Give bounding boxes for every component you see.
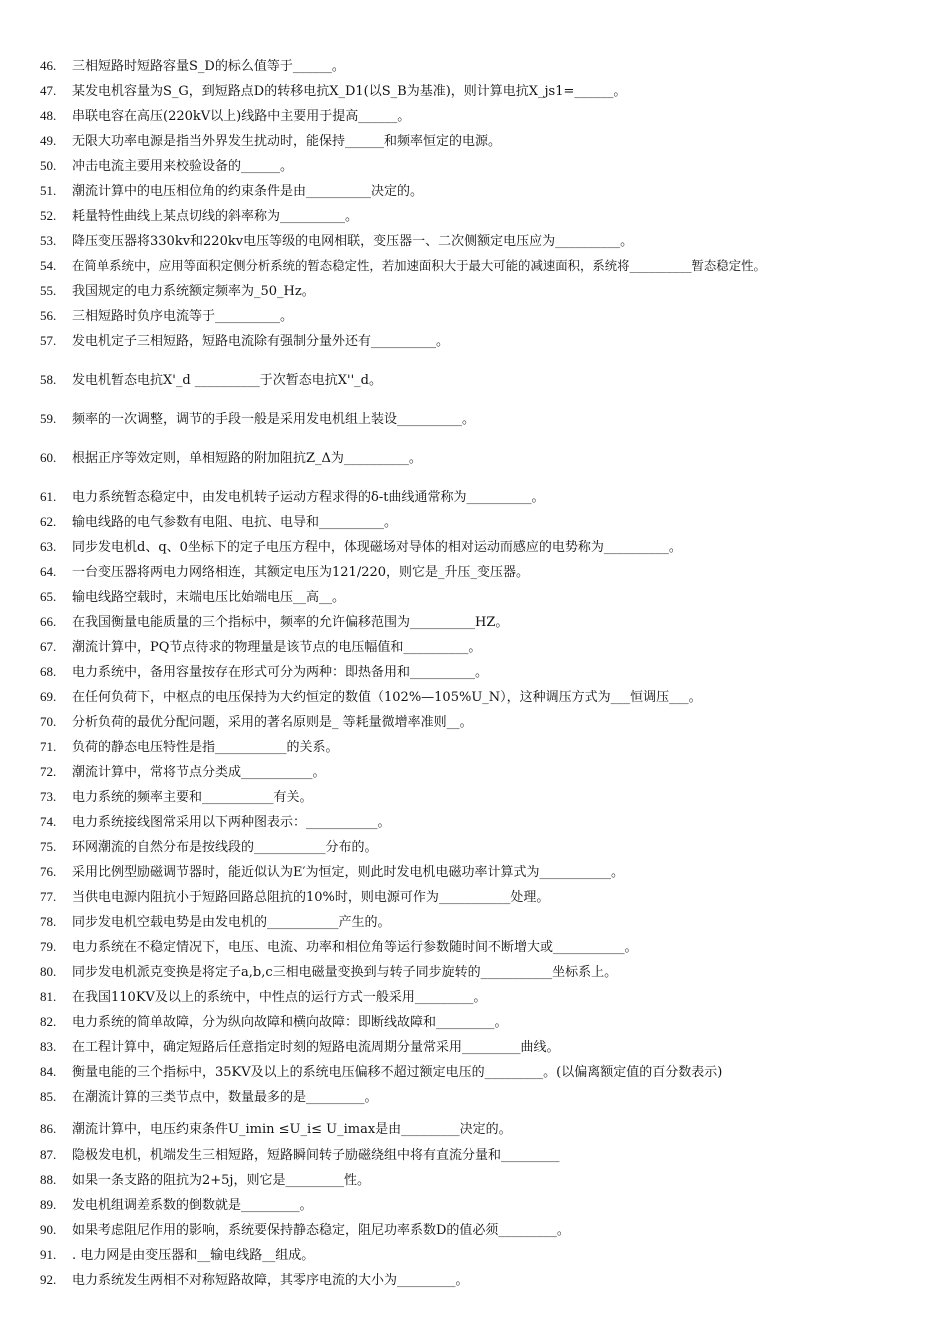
question-number: 71. [40, 739, 57, 754]
question-80 [40, 963, 930, 982]
question-text: 输电线路空载时，末端电压比始端电压__高__。 [72, 590, 346, 605]
question-51 [40, 182, 930, 201]
question-83 [40, 1038, 930, 1057]
question-number: 83. [40, 1039, 57, 1054]
question-number: 72. [40, 764, 57, 779]
question-62 [40, 513, 930, 532]
question-text: 负荷的静态电压特性是指___________的关系。 [72, 740, 339, 755]
question-text: 某发电机容量为S_G，到短路点D的转移电抗X_D1(以S_B为基准)，则计算电抗X_js1=______。 [72, 84, 627, 99]
question-85 [40, 1088, 930, 1107]
question-text: 在潮流计算的三类节点中，数量最多的是_________。 [72, 1090, 378, 1105]
question-text: 同步发电机d、q、0坐标下的定子电压方程中，体现磁场对导体的相对运动而感应的电势称为__________。 [72, 540, 682, 555]
question-49 [40, 132, 930, 151]
question-number: 47. [40, 83, 57, 98]
question-text: 电力系统的简单故障，分为纵向故障和横向故障：即断线故障和_________。 [72, 1015, 508, 1030]
question-text: 衡量电能的三个指标中，35KV及以上的系统电压偏移不超过额定电压的_________。(以偏离额定值的百分数表示) [72, 1065, 723, 1080]
question-number: 58. [40, 372, 57, 387]
question-64 [40, 563, 930, 582]
question-47 [40, 82, 930, 101]
question-text: 无限大功率电源是指当外界发生扰动时，能保持______和频率恒定的电源。 [72, 134, 502, 149]
question-58 [40, 371, 930, 390]
question-text: 在工程计算中，确定短路后任意指定时刻的短路电流周期分量常采用_________曲线。 [72, 1040, 560, 1055]
question-number: 74. [40, 814, 57, 829]
question-number: 55. [40, 283, 57, 298]
question-text: 电力系统在不稳定情况下，电压、电流、功率和相位角等运行参数随时间不断增大或___________。 [72, 940, 638, 955]
question-number: 67. [40, 639, 57, 654]
question-87 [40, 1146, 930, 1165]
question-number: 85. [40, 1089, 57, 1104]
question-59 [40, 410, 930, 429]
question-number: 62. [40, 514, 57, 529]
question-79 [40, 938, 930, 957]
question-text: 采用比例型励磁调节器时，能近似认为E′为恒定，则此时发电机电磁功率计算式为___________。 [72, 865, 624, 880]
question-69 [40, 688, 930, 707]
question-text: 在简单系统中，应用等面积定侧分析系统的暂态稳定性，若加速面积大于最大可能的减速面积，系统将__________暂态稳定性。 [72, 258, 766, 273]
question-91 [40, 1246, 930, 1265]
question-number: 54. [40, 258, 57, 273]
question-text: 同步发电机空载电势是由发电机的___________产生的。 [72, 915, 391, 930]
question-76 [40, 863, 930, 882]
question-text: 电力系统接线图常采用以下两种图表示：___________。 [72, 815, 391, 830]
question-number: 59. [40, 411, 57, 426]
question-text: 三相短路时短路容量S_D的标么值等于______。 [72, 59, 345, 74]
question-67 [40, 638, 930, 657]
question-84 [40, 1063, 930, 1082]
question-number: 63. [40, 539, 57, 554]
question-78 [40, 913, 930, 932]
question-53 [40, 232, 930, 251]
question-number: 77. [40, 889, 57, 904]
question-number: 84. [40, 1064, 57, 1079]
question-number: 50. [40, 158, 57, 173]
question-number: 79. [40, 939, 57, 954]
question-56 [40, 307, 930, 326]
question-text: 发电机定子三相短路，短路电流除有强制分量外还有__________。 [72, 334, 450, 349]
question-number: 51. [40, 183, 57, 198]
question-text: 当供电电源内阻抗小于短路回路总阻抗的10%时，则电源可作为___________处理。 [72, 890, 550, 905]
question-74 [40, 813, 930, 832]
question-text: 潮流计算中，常将节点分类成___________。 [72, 765, 326, 780]
question-text: 三相短路时负序电流等于__________。 [72, 309, 294, 324]
question-text: 频率的一次调整，调节的手段一般是采用发电机组上装设__________。 [72, 412, 476, 427]
question-text: 发电机组调差系数的倒数就是_________。 [72, 1198, 313, 1213]
question-number: 69. [40, 689, 57, 704]
question-number: 90. [40, 1222, 57, 1237]
question-number: 86. [40, 1121, 57, 1136]
question-number: 61. [40, 489, 57, 504]
question-text: 耗量特性曲线上某点切线的斜率称为__________。 [72, 209, 359, 224]
question-88 [40, 1171, 930, 1190]
question-number: 91. [40, 1247, 57, 1262]
question-number: 89. [40, 1197, 57, 1212]
question-text: 潮流计算中，电压约束条件U_imin ≤U_i≤ U_imax是由_________决定的。 [72, 1122, 512, 1137]
question-77 [40, 888, 930, 907]
question-text: 根据正序等效定则，单相短路的附加阻抗Z_Δ为__________。 [72, 451, 422, 466]
question-text: 在我国衡量电能质量的三个指标中，频率的允许偏移范围为__________HZ。 [72, 615, 509, 630]
question-65 [40, 588, 930, 607]
question-60 [40, 449, 930, 468]
question-89 [40, 1196, 930, 1215]
question-number: 66. [40, 614, 57, 629]
question-text: 分析负荷的最优分配问题，采用的著名原则是_ 等耗量微增率准则__。 [72, 715, 473, 730]
question-number: 73. [40, 789, 57, 804]
question-text: 一台变压器将两电力网络相连，其额定电压为121/220，则它是_升压_变压器。 [72, 565, 530, 580]
question-66 [40, 613, 930, 632]
question-number: 68. [40, 664, 57, 679]
question-46 [40, 57, 930, 76]
question-63 [40, 538, 930, 557]
question-number: 88. [40, 1172, 57, 1187]
question-text: . 电力网是由变压器和__输电线路__组成。 [72, 1248, 315, 1263]
question-number: 56. [40, 308, 57, 323]
question-text: 电力系统的频率主要和___________有关。 [72, 790, 313, 805]
question-text: 潮流计算中的电压相位角的约束条件是由__________决定的。 [72, 184, 424, 199]
question-61 [40, 488, 930, 507]
question-text: 我国规定的电力系统额定频率为_50_Hz。 [72, 284, 315, 299]
question-text: 电力系统发生两相不对称短路故障，其零序电流的大小为_________。 [72, 1273, 469, 1288]
question-text: 在任何负荷下，中枢点的电压保持为大约恒定的数值（102%—105%U_N），这种调压方式为___恒调压___。 [72, 690, 702, 705]
question-number: 80. [40, 964, 57, 979]
question-number: 87. [40, 1147, 57, 1162]
question-text: 隐极发电机，机端发生三相短路，短路瞬间转子励磁绕组中将有直流分量和_________ [72, 1148, 560, 1163]
question-70 [40, 713, 930, 732]
question-text: 输电线路的电气参数有电阻、电抗、电导和__________。 [72, 515, 398, 530]
question-number: 60. [40, 450, 57, 465]
question-50 [40, 157, 930, 176]
question-54 [40, 257, 930, 275]
question-text: 同步发电机派克变换是将定子a,b,c三相电磁量变换到与转子同步旋转的___________坐标系上。 [72, 965, 618, 980]
question-number: 48. [40, 108, 57, 123]
question-73 [40, 788, 930, 807]
question-text: 环网潮流的自然分布是按线段的___________分布的。 [72, 840, 378, 855]
question-number: 53. [40, 233, 57, 248]
question-68 [40, 663, 930, 682]
question-75 [40, 838, 930, 857]
question-text: 冲击电流主要用来校验设备的______。 [72, 159, 294, 174]
question-number: 64. [40, 564, 57, 579]
question-text: 如果一条支路的阻抗为2+5j，则它是_________性。 [72, 1173, 370, 1188]
question-number: 52. [40, 208, 57, 223]
question-text: 降压变压器将330kv和220kv电压等级的电网相联，变压器一、二次侧额定电压应为__________。 [72, 234, 634, 249]
question-81 [40, 988, 930, 1007]
question-text: 电力系统中，备用容量按存在形式可分为两种：即热备用和__________。 [72, 665, 489, 680]
question-number: 75. [40, 839, 57, 854]
question-72 [40, 763, 930, 782]
question-text: 在我国110KV及以上的系统中，中性点的运行方式一般采用_________。 [72, 990, 487, 1005]
question-text: 电力系统暂态稳定中，由发电机转子运动方程求得的δ-t曲线通常称为__________。 [72, 490, 545, 505]
question-number: 92. [40, 1272, 57, 1287]
question-number: 82. [40, 1014, 57, 1029]
question-number: 78. [40, 914, 57, 929]
question-number: 57. [40, 333, 57, 348]
question-text: 如果考虑阻尼作用的影响，系统要保持静态稳定，阻尼功率系数D的值必须_________。 [72, 1223, 570, 1238]
question-86 [40, 1120, 930, 1139]
question-82 [40, 1013, 930, 1032]
question-55 [40, 282, 930, 301]
question-number: 81. [40, 989, 57, 1004]
question-text: 串联电容在高压(220kV以上)线路中主要用于提高______。 [72, 109, 411, 124]
question-57 [40, 332, 930, 351]
question-number: 65. [40, 589, 57, 604]
question-number: 49. [40, 133, 57, 148]
question-52 [40, 207, 930, 226]
question-number: 46. [40, 58, 57, 73]
question-48 [40, 107, 930, 126]
question-number: 76. [40, 864, 57, 879]
question-text: 发电机暂态电抗X'_d __________于次暂态电抗X''_d。 [72, 373, 383, 388]
question-92 [40, 1271, 930, 1290]
question-71 [40, 738, 930, 757]
question-90 [40, 1221, 930, 1240]
question-number: 70. [40, 714, 57, 729]
question-text: 潮流计算中，PQ节点待求的物理量是该节点的电压幅值和__________。 [72, 640, 482, 655]
